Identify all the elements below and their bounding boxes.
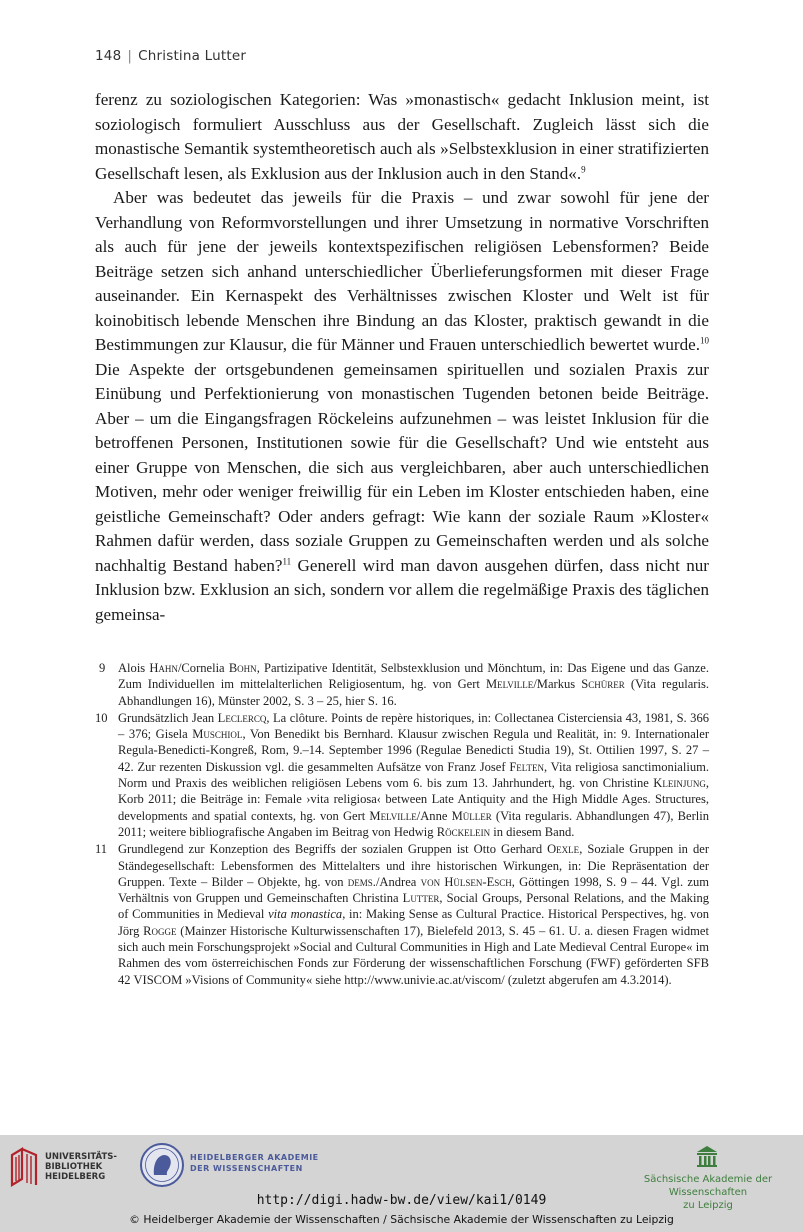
saxon-academy-building-icon	[694, 1143, 720, 1169]
paragraph-2-text-a: Aber was bedeutet das jeweils für die Praxis – und zwar sowohl für jene der Verhandlung von Reformvorstellungen und ihrer Umsetzung in normative Vorschriften als auch für jene der jeweils kontextspezifischen religiösen Lebensformen? Beide Beiträge setzen sich anhand unterschiedlicher Überlieferungsformen mit dieser Frage auseinander. Ein Kernaspekt des Verhältnisses zwischen Kloster und Welt ist für koinobitisch lebende Menschen ihre Bindung an das Kloster, praktisch gewandt in die Bestimmungen zur Klausur, die für Männer und Frauen unterschiedlich bewertet wurde.	[95, 188, 709, 354]
university-library-logo-icon	[8, 1145, 42, 1189]
copyright-notice: © Heidelberger Akademie der Wissenschaften / Sächsische Akademie der Wissenschaften zu Leipzig	[129, 1213, 674, 1226]
paragraph-1	[95, 88, 709, 186]
university-library-name: UNIVERSITÄTS- BIBLIOTHEK HEIDELBERG	[45, 1152, 117, 1182]
header-separator: |	[127, 48, 133, 64]
footnote-9	[95, 660, 709, 709]
source-url-link[interactable]: http://digi.hadw-bw.de/view/kai1/0149	[256, 1193, 547, 1208]
footnote-11	[95, 841, 709, 988]
running-author: Christina Lutter	[138, 48, 247, 64]
running-header	[95, 48, 246, 64]
footnote-number: 9	[99, 661, 106, 675]
paragraph-2-text-c: Generell wird man davon ausgehen dürfen, dass nicht nur Inklusion bzw. Exklusion an sich, sondern vor allem die regelmäßige Praxis des täglichen gemeinsa-	[95, 555, 709, 624]
footnote-ref-9[interactable]: 9	[581, 163, 586, 174]
paragraph-2	[95, 186, 709, 627]
footnotes	[95, 660, 709, 989]
footnote-number: 11	[95, 842, 108, 857]
footnote-ref-10[interactable]: 10	[700, 335, 709, 346]
footnote-number: 10	[95, 710, 108, 725]
paragraph-2-text-b: Die Aspekte der ortsgebundenen gemeinsamen spirituellen und sozialen Praxis zur Einübung und Perfektionierung von monastischen Tugenden betonen beide Beiträge. Aber – um die Eingangsfragen Röckeleins aufzunehmen – was leistet Inklusion für die betroffenen Personen, Institutionen sowie für die Gesellschaft? Und wie entsteht aus einer Gruppe von Menschen, die sich aus vergleichbaren, aber auch unterschiedlichen Motiven, mehr oder weniger freiwillig für ein Leben im Kloster entschieden haben, eine geistliche Gemeinschaft? Oder anders gefragt: Wie kann der soziale Raum »Kloster« Rahmen dafür werden, dass soziale Gruppen zu Gemeinschaften werden und als solche nachhaltig Bestand haben?	[95, 359, 709, 575]
footnote-text: Alois Hahn/Cornelia Bohn, Partizipative Identität, Selbstexklusion und Mönchtum, in: Das Eigene und das Ganze. Zum Individuellen im mittelalterlichen Religiosentum, hg. von Gert Melville/Markus Schürer (Vita regularis. Abhandlungen 16), Münster 2002, S. 3 – 25, hier S. 16.	[118, 661, 709, 708]
heidelberg-academy-name: HEIDELBERGER AKADEMIE DER WISSENSCHAFTEN	[190, 1153, 319, 1173]
paragraph-1-text: ferenz zu soziologischen Kategorien: Was »monastisch« gedacht Inklusion meint, ist soziologisch formuliert Ausschluss aus der Gesellschaft. Zugleich lässt sich die monastische Semantik systemtheoretisch auch als »Selbstexklusion in einer stratifizierten Gesellschaft lesen, als Exklusion aus der Inklusion auch in den Stand«.	[95, 90, 709, 183]
footnote-10	[95, 710, 709, 840]
footnote-text: Grundlegend zur Konzeption des Begriffs der sozialen Gruppen ist Otto Gerhard Oexle, Soziale Gruppen in der Ständegesellschaft: Lebensformen des Mittelalters und ihre historischen Wirkungen, in: Die Repräsentation der Gruppen. Texte – Bilder – Objekte, hg. von dems./Andrea von Hülsen-Esch, Göttingen 1998, S. 9 – 44. Vgl. zum Verhältnis von Gruppen und Gemeinschaften Christina Lutter, Social Groups, Personal Relations, and the Making of Communities in Medieval vita monastica, in: Making Sense as Cultural Practice. Historical Perspectives, hg. von Jörg Rogge (Mainzer Historische Kulturwissenschaften 17), Bielefeld 2013, S. 45 – 61. U. a. diesen Fragen widmet sich auch mein Forschungsprojekt »Social and Cultural Communities in High and Late Medieval Central Europe« im Rahmen des vom österreichischen Fonds zur Förderung der wissenschaftlichen Forschung (FWF) geförderten SFB 42 VISCOM »Visions of Community« siehe http://www.univie.ac.at/viscom/ (zuletzt abgerufen am 4.3.2014).	[118, 842, 710, 987]
footnote-text: Grundsätzlich Jean Leclercq, La clôture. Points de repère historiques, in: Collectanea Cisterciensia 43, 1981, S. 366 – 376; Gisela Muschiol, Von Benedikt bis Bernhard. Klausur zwischen Regula und Realität, in: 9. Internationaler Regula-Benedicti-Kongreß, Rom, 9.–14. September 1996 (Regulae Benedicti Studia 19), St. Ottilien 1997, S. 27 – 42. Zur rezenten Diskussion vgl. die gesammelten Aufsätze von Franz Josef Felten, Vita religiosa sanctimonialium. Norm und Praxis des weiblichen religiösen Lebens vom 6. bis zum 13. Jahrhundert, hg. von Christine Kleinjung, Korb 2011; die Beiträge in: Female ›vita religiosa‹ between Late Antiquity and the High Middle Ages. Structures, developments and spatial contexts, hg. von Gert Melville/Anne Müller (Vita regularis. Abhandlungen 47), Berlin 2011; weitere bibliografische Angaben im Beitrag von Hedwig Röckelein in diesem Band.	[118, 710, 710, 839]
footnote-ref-11[interactable]: 11	[282, 555, 292, 566]
saxon-academy-name: Sächsische Akademie der Wissenschaften zu Leipzig	[643, 1174, 773, 1211]
academy-seal-icon	[139, 1142, 185, 1188]
footer-bar	[0, 1135, 803, 1232]
main-text	[95, 88, 709, 627]
page-number: 148	[95, 48, 122, 64]
